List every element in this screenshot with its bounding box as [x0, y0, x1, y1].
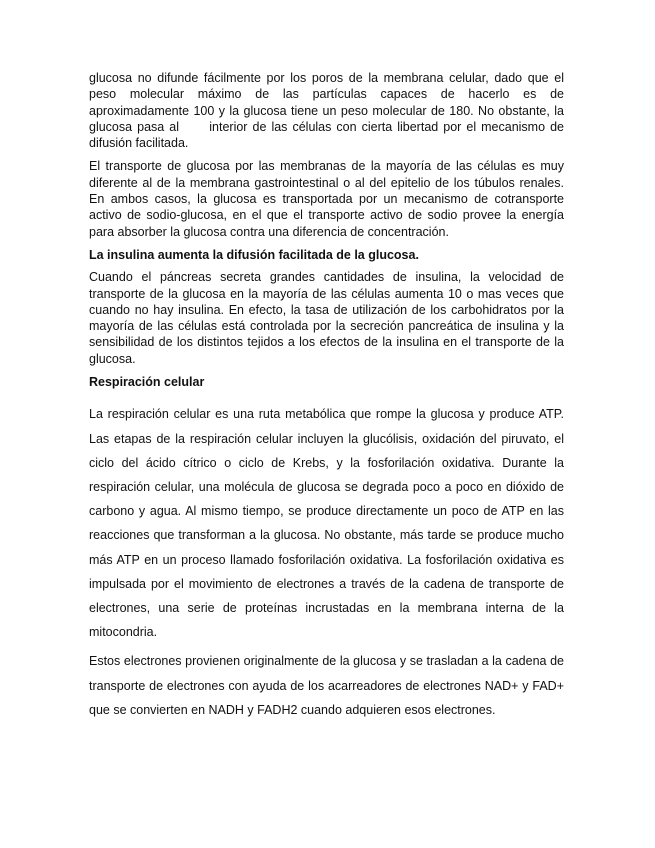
heading-insulin: La insulina aumenta la difusión facilitada de la glucosa. — [89, 247, 419, 262]
paragraph-insulin-effect: Cuando el páncreas secreta grandes cantidades de insulina, la velocidad de transporte de la glucosa en la mayoría de las células aumenta 10 o mas veces que cuando no hay insulina. En efecto, la tasa de utilización de los carbohidratos por la mayoría de las células está controlada por la secreción pancreática de insulina y la sensibilidad de los distintos tejidos a los efectos de la insulina en el transporte de la glucosa. — [89, 270, 564, 366]
paragraph-glucose-diffusion: glucosa no difunde fácilmente por los poros de la membrana celular, dado que el peso molecular máximo de las partículas capaces de hacerlo es de aproximadamente 100 y la glucosa tiene un peso molecular de 180. No obstante, la glucosa pasa al interior de las células con cierta libertad por el mecanismo de difusión facilitada. — [89, 71, 568, 151]
heading-cellular-respiration: Respiración celular — [89, 375, 205, 390]
document-page — [89, 70, 568, 722]
paragraph-electrons: Estos electrones provienen originalmente de la glucosa y se trasladan a la cadena de transporte de electrones con ayuda de los acarreadores de electrones NAD+ y FAD+ que se convierten en NADH y FADH2 cuando adquieren esos electrones. — [89, 654, 564, 717]
paragraph-respiration: La respiración celular es una ruta metabólica que rompe la glucosa y produce ATP. Las etapas de la respiración celular incluyen la glucólisis, oxidación del piruvato, el ciclo del ácido cítrico o ciclo de Krebs, y la fosforilación oxidativa. Durante la respiración celular, una molécula de glucosa se degrada poco a poco en dióxido de carbono y agua. Al mismo tiempo, se produce directamente un poco de ATP en las reacciones que transforman a la glucosa. No obstante, más tarde se produce mucho más ATP en un proceso llamado fosforilación oxidativa. La fosforilación oxidativa es impulsada por el movimiento de electrones a través de la cadena de transporte de electrones, una serie de proteínas incrustadas en la membrana interna de la mitocondria. — [89, 407, 564, 640]
paragraph-glucose-transport: El transporte de glucosa por las membranas de la mayoría de las células es muy diferente al de la membrana gastrointestinal o al del epitelio de los túbulos renales. En ambos casos, la glucosa es transportada por un mecanismo de cotransporte activo de sodio-glucosa, en el que el transporte activo de sodio provee la energía para absorber la glucosa contra una diferencia de concentración. — [89, 159, 564, 239]
